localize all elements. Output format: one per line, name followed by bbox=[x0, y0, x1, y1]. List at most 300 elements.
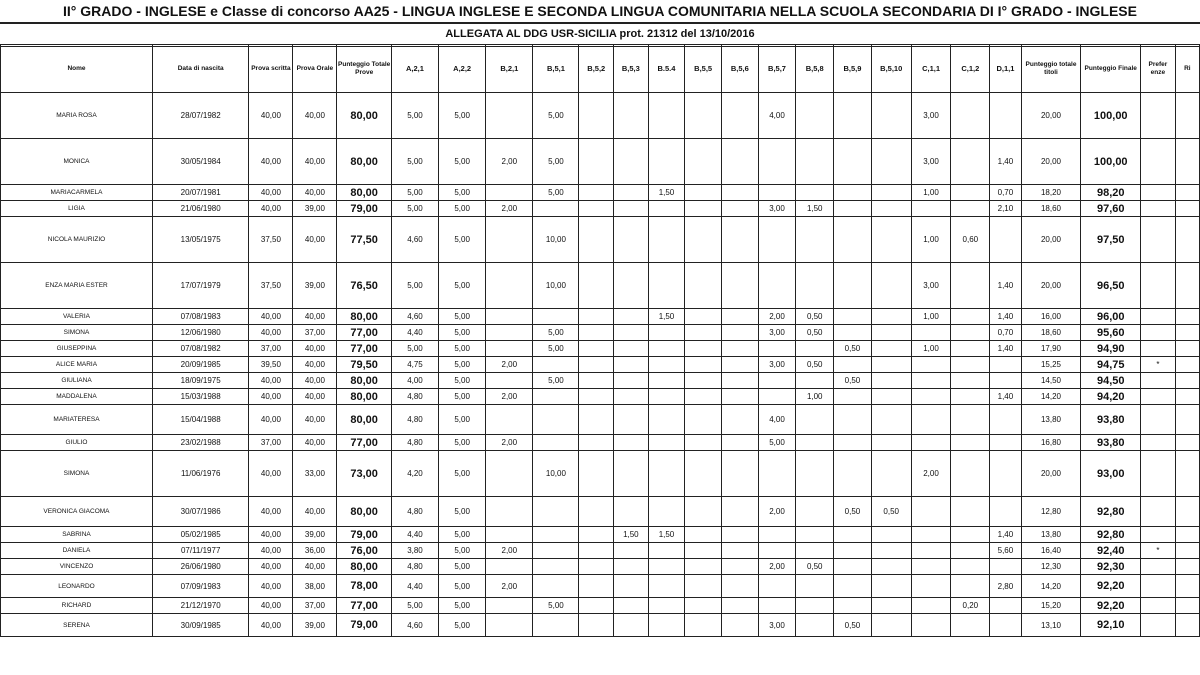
table-cell: 10,00 bbox=[533, 217, 579, 263]
table-cell: 5,00 bbox=[758, 435, 796, 451]
cell-birthdate: 15/04/1988 bbox=[152, 405, 248, 435]
table-cell: 40,00 bbox=[293, 93, 337, 139]
table-cell bbox=[758, 527, 796, 543]
table-cell bbox=[533, 405, 579, 435]
table-cell: 0,50 bbox=[834, 497, 872, 527]
table-cell: 5,00 bbox=[439, 614, 486, 637]
table-cell: 37,00 bbox=[249, 341, 293, 357]
table-cell bbox=[1175, 598, 1199, 614]
table-cell: 16,80 bbox=[1021, 435, 1081, 451]
table-cell bbox=[758, 451, 796, 497]
table-cell bbox=[721, 93, 758, 139]
table-cell bbox=[648, 435, 685, 451]
cell-name: VERONICA GIACOMA bbox=[1, 497, 153, 527]
table-cell bbox=[1141, 405, 1176, 435]
table-cell: 97,60 bbox=[1081, 201, 1141, 217]
table-cell bbox=[579, 543, 614, 559]
table-cell: 5,00 bbox=[533, 325, 579, 341]
table-cell bbox=[871, 263, 911, 309]
table-cell: 14,20 bbox=[1021, 389, 1081, 405]
table-cell bbox=[721, 325, 758, 341]
table-cell bbox=[951, 559, 990, 575]
table-cell: 5,00 bbox=[533, 341, 579, 357]
table-cell: 79,50 bbox=[337, 357, 391, 373]
table-cell bbox=[533, 527, 579, 543]
table-cell bbox=[796, 598, 834, 614]
table-cell bbox=[871, 139, 911, 185]
table-cell bbox=[685, 201, 722, 217]
table-cell bbox=[834, 263, 872, 309]
cell-name: SIMONA bbox=[1, 325, 153, 341]
table-cell bbox=[951, 201, 990, 217]
table-cell bbox=[614, 389, 649, 405]
table-cell bbox=[721, 201, 758, 217]
col-header: Prefer enze bbox=[1141, 45, 1176, 93]
table-cell bbox=[990, 435, 1021, 451]
table-cell bbox=[614, 559, 649, 575]
table-cell bbox=[648, 201, 685, 217]
table-cell bbox=[579, 325, 614, 341]
table-cell bbox=[1175, 373, 1199, 389]
cell-name: RICHARD bbox=[1, 598, 153, 614]
table-cell bbox=[951, 373, 990, 389]
table-cell bbox=[990, 217, 1021, 263]
table-cell: * bbox=[1141, 543, 1176, 559]
cell-name: MARIA ROSA bbox=[1, 93, 153, 139]
table-row bbox=[1, 543, 1200, 559]
table-cell bbox=[990, 93, 1021, 139]
table-cell: 0,50 bbox=[871, 497, 911, 527]
table-cell: 40,00 bbox=[293, 497, 337, 527]
table-cell: 20,00 bbox=[1021, 263, 1081, 309]
table-cell bbox=[796, 575, 834, 598]
table-cell: 2,00 bbox=[486, 139, 533, 185]
table-cell bbox=[579, 559, 614, 575]
table-cell: 5,00 bbox=[391, 341, 438, 357]
table-cell bbox=[685, 373, 722, 389]
table-cell bbox=[1175, 185, 1199, 201]
table-cell: 20,00 bbox=[1021, 217, 1081, 263]
table-cell bbox=[1141, 559, 1176, 575]
table-cell: 10,00 bbox=[533, 451, 579, 497]
table-row bbox=[1, 185, 1200, 201]
cell-birthdate: 28/07/1982 bbox=[152, 93, 248, 139]
table-cell bbox=[1175, 263, 1199, 309]
table-cell: 5,00 bbox=[439, 575, 486, 598]
table-cell: 0,50 bbox=[834, 341, 872, 357]
table-cell: 0,50 bbox=[796, 559, 834, 575]
table-cell bbox=[721, 405, 758, 435]
table-cell bbox=[834, 389, 872, 405]
table-cell bbox=[911, 497, 951, 527]
table-cell bbox=[721, 543, 758, 559]
ranking-table bbox=[0, 44, 1200, 637]
table-cell: 80,00 bbox=[337, 373, 391, 389]
col-header: Punteggio totale titoli bbox=[1021, 45, 1081, 93]
table-cell bbox=[834, 451, 872, 497]
table-cell bbox=[990, 357, 1021, 373]
table-cell bbox=[834, 217, 872, 263]
table-row bbox=[1, 527, 1200, 543]
table-cell bbox=[648, 543, 685, 559]
table-cell bbox=[721, 185, 758, 201]
table-cell: 1,40 bbox=[990, 389, 1021, 405]
table-cell bbox=[721, 614, 758, 637]
table-cell: 0,70 bbox=[990, 185, 1021, 201]
table-cell bbox=[721, 217, 758, 263]
table-cell: 40,00 bbox=[249, 373, 293, 389]
table-cell: 1,50 bbox=[796, 201, 834, 217]
table-cell: 40,00 bbox=[249, 543, 293, 559]
table-cell bbox=[685, 139, 722, 185]
table-cell: 1,00 bbox=[911, 341, 951, 357]
table-cell: 92,20 bbox=[1081, 575, 1141, 598]
table-cell bbox=[834, 527, 872, 543]
table-cell bbox=[871, 543, 911, 559]
table-cell bbox=[1175, 139, 1199, 185]
table-cell bbox=[579, 201, 614, 217]
table-cell bbox=[685, 185, 722, 201]
table-cell bbox=[579, 451, 614, 497]
table-cell: 40,00 bbox=[249, 598, 293, 614]
table-cell: 5,00 bbox=[391, 93, 438, 139]
table-cell bbox=[721, 598, 758, 614]
table-cell: 40,00 bbox=[249, 185, 293, 201]
table-cell bbox=[796, 543, 834, 559]
cell-birthdate: 21/06/1980 bbox=[152, 201, 248, 217]
table-cell: 1,50 bbox=[648, 309, 685, 325]
table-cell: 40,00 bbox=[293, 341, 337, 357]
table-cell: 14,50 bbox=[1021, 373, 1081, 389]
table-cell: 94,50 bbox=[1081, 373, 1141, 389]
table-cell: 5,00 bbox=[533, 139, 579, 185]
table-cell: 16,00 bbox=[1021, 309, 1081, 325]
table-cell bbox=[685, 341, 722, 357]
col-header: B,5,9 bbox=[834, 45, 872, 93]
table-cell: 100,00 bbox=[1081, 139, 1141, 185]
table-cell bbox=[990, 497, 1021, 527]
table-cell: 5,00 bbox=[439, 559, 486, 575]
col-header: Data di nascita bbox=[152, 45, 248, 93]
table-cell: 4,75 bbox=[391, 357, 438, 373]
table-cell bbox=[648, 373, 685, 389]
table-cell bbox=[614, 357, 649, 373]
table-cell bbox=[951, 575, 990, 598]
table-cell bbox=[871, 598, 911, 614]
table-cell: 77,50 bbox=[337, 217, 391, 263]
table-cell: 0,60 bbox=[951, 217, 990, 263]
table-cell bbox=[834, 325, 872, 341]
table-cell bbox=[1141, 497, 1176, 527]
table-cell bbox=[834, 405, 872, 435]
table-cell: 37,00 bbox=[293, 325, 337, 341]
col-header: B,5,10 bbox=[871, 45, 911, 93]
table-cell: 80,00 bbox=[337, 389, 391, 405]
table-cell: 40,00 bbox=[249, 201, 293, 217]
table-cell: 4,00 bbox=[758, 93, 796, 139]
table-cell bbox=[834, 598, 872, 614]
table-cell: 100,00 bbox=[1081, 93, 1141, 139]
table-cell bbox=[614, 201, 649, 217]
table-row bbox=[1, 373, 1200, 389]
table-cell: 4,20 bbox=[391, 451, 438, 497]
table-cell bbox=[871, 309, 911, 325]
table-cell: 2,00 bbox=[758, 559, 796, 575]
table-cell bbox=[486, 614, 533, 637]
table-cell bbox=[834, 575, 872, 598]
table-cell: 1,50 bbox=[648, 527, 685, 543]
table-cell: 93,80 bbox=[1081, 405, 1141, 435]
table-cell bbox=[796, 341, 834, 357]
table-cell bbox=[834, 559, 872, 575]
table-cell bbox=[721, 451, 758, 497]
table-cell bbox=[486, 263, 533, 309]
cell-name: DANIELA bbox=[1, 543, 153, 559]
table-cell: 3,00 bbox=[911, 263, 951, 309]
table-cell bbox=[486, 451, 533, 497]
table-cell: 77,00 bbox=[337, 598, 391, 614]
cell-birthdate: 17/07/1979 bbox=[152, 263, 248, 309]
table-cell bbox=[758, 373, 796, 389]
table-cell bbox=[911, 325, 951, 341]
table-cell bbox=[721, 575, 758, 598]
cell-birthdate: 07/08/1983 bbox=[152, 309, 248, 325]
table-cell bbox=[614, 325, 649, 341]
table-cell bbox=[1141, 309, 1176, 325]
table-cell bbox=[758, 263, 796, 309]
table-cell bbox=[951, 497, 990, 527]
table-cell bbox=[758, 543, 796, 559]
table-cell: 1,50 bbox=[614, 527, 649, 543]
col-header: B,2,1 bbox=[486, 45, 533, 93]
table-row bbox=[1, 341, 1200, 357]
table-cell: 5,60 bbox=[990, 543, 1021, 559]
table-cell bbox=[648, 598, 685, 614]
table-cell bbox=[685, 263, 722, 309]
table-cell bbox=[758, 598, 796, 614]
cell-birthdate: 30/05/1984 bbox=[152, 139, 248, 185]
cell-name: GIUSEPPINA bbox=[1, 341, 153, 357]
table-cell bbox=[579, 217, 614, 263]
cell-name: SERENA bbox=[1, 614, 153, 637]
table-cell bbox=[1141, 263, 1176, 309]
table-cell bbox=[951, 405, 990, 435]
col-header: A,2,2 bbox=[439, 45, 486, 93]
table-cell bbox=[579, 309, 614, 325]
table-cell bbox=[721, 435, 758, 451]
table-cell bbox=[1141, 389, 1176, 405]
table-cell bbox=[685, 357, 722, 373]
table-cell bbox=[871, 93, 911, 139]
col-header: Punteggio Totale Prove bbox=[337, 45, 391, 93]
table-row bbox=[1, 559, 1200, 575]
table-cell bbox=[721, 263, 758, 309]
table-cell bbox=[648, 341, 685, 357]
table-cell: 4,60 bbox=[391, 309, 438, 325]
table-cell bbox=[614, 139, 649, 185]
table-cell: 1,00 bbox=[911, 217, 951, 263]
table-cell: 77,00 bbox=[337, 341, 391, 357]
table-cell bbox=[796, 139, 834, 185]
table-cell bbox=[648, 139, 685, 185]
table-cell bbox=[796, 263, 834, 309]
table-cell bbox=[486, 217, 533, 263]
table-cell bbox=[834, 201, 872, 217]
table-row bbox=[1, 357, 1200, 373]
table-cell: 12,80 bbox=[1021, 497, 1081, 527]
table-cell bbox=[1175, 559, 1199, 575]
cell-name: LIGIA bbox=[1, 201, 153, 217]
table-cell: 0,70 bbox=[990, 325, 1021, 341]
table-cell: 5,00 bbox=[533, 93, 579, 139]
table-cell: 5,00 bbox=[439, 263, 486, 309]
table-cell: 5,00 bbox=[439, 341, 486, 357]
table-cell: 92,20 bbox=[1081, 598, 1141, 614]
table-cell bbox=[1141, 435, 1176, 451]
table-cell bbox=[871, 357, 911, 373]
table-cell bbox=[758, 389, 796, 405]
table-cell bbox=[871, 435, 911, 451]
cell-birthdate: 13/05/1975 bbox=[152, 217, 248, 263]
table-cell bbox=[951, 139, 990, 185]
col-header: Ri bbox=[1175, 45, 1199, 93]
table-cell bbox=[685, 559, 722, 575]
table-cell bbox=[834, 93, 872, 139]
table-cell bbox=[579, 614, 614, 637]
table-cell bbox=[951, 435, 990, 451]
table-body bbox=[1, 93, 1200, 637]
col-header: Prova scritta bbox=[249, 45, 293, 93]
table-cell: 13,80 bbox=[1021, 527, 1081, 543]
table-cell bbox=[648, 217, 685, 263]
table-row bbox=[1, 201, 1200, 217]
table-cell bbox=[1175, 543, 1199, 559]
table-cell: 40,00 bbox=[249, 139, 293, 185]
table-cell: 40,00 bbox=[249, 93, 293, 139]
table-cell: 2,00 bbox=[911, 451, 951, 497]
cell-birthdate: 15/03/1988 bbox=[152, 389, 248, 405]
table-cell bbox=[579, 598, 614, 614]
table-cell: 5,00 bbox=[533, 598, 579, 614]
table-cell bbox=[685, 405, 722, 435]
table-cell bbox=[648, 497, 685, 527]
table-cell: 40,00 bbox=[249, 559, 293, 575]
table-cell: 78,00 bbox=[337, 575, 391, 598]
cell-birthdate: 07/08/1982 bbox=[152, 341, 248, 357]
cell-name: MONICA bbox=[1, 139, 153, 185]
table-cell: 5,00 bbox=[439, 435, 486, 451]
table-cell bbox=[579, 139, 614, 185]
table-cell: 80,00 bbox=[337, 139, 391, 185]
table-cell bbox=[871, 373, 911, 389]
table-cell: 13,80 bbox=[1021, 405, 1081, 435]
table-cell bbox=[579, 185, 614, 201]
table-cell bbox=[796, 185, 834, 201]
table-cell bbox=[758, 139, 796, 185]
table-cell bbox=[579, 389, 614, 405]
table-cell bbox=[1141, 217, 1176, 263]
table-cell bbox=[951, 185, 990, 201]
table-cell bbox=[614, 341, 649, 357]
table-cell bbox=[1141, 185, 1176, 201]
table-cell: 10,00 bbox=[533, 263, 579, 309]
table-cell bbox=[1141, 93, 1176, 139]
table-cell: 5,00 bbox=[439, 185, 486, 201]
col-header: B,5,3 bbox=[614, 45, 649, 93]
table-cell: 76,00 bbox=[337, 543, 391, 559]
cell-birthdate: 26/06/1980 bbox=[152, 559, 248, 575]
table-cell bbox=[871, 405, 911, 435]
table-cell bbox=[685, 451, 722, 497]
table-cell: 1,00 bbox=[796, 389, 834, 405]
table-cell: 2,00 bbox=[758, 497, 796, 527]
table-cell bbox=[685, 309, 722, 325]
table-row bbox=[1, 325, 1200, 341]
table-cell: 3,00 bbox=[911, 93, 951, 139]
table-cell bbox=[648, 389, 685, 405]
table-cell bbox=[579, 575, 614, 598]
table-cell bbox=[721, 527, 758, 543]
table-cell: 40,00 bbox=[249, 451, 293, 497]
table-cell bbox=[951, 357, 990, 373]
table-cell: 5,00 bbox=[439, 217, 486, 263]
table-cell: 5,00 bbox=[439, 357, 486, 373]
table-cell bbox=[721, 497, 758, 527]
table-cell bbox=[796, 373, 834, 389]
table-cell: 3,00 bbox=[758, 357, 796, 373]
table-cell bbox=[1175, 575, 1199, 598]
table-cell bbox=[486, 309, 533, 325]
table-cell bbox=[911, 405, 951, 435]
table-cell bbox=[614, 451, 649, 497]
table-cell: 2,00 bbox=[486, 435, 533, 451]
table-cell bbox=[871, 217, 911, 263]
table-cell bbox=[796, 93, 834, 139]
table-cell: 36,00 bbox=[293, 543, 337, 559]
table-cell bbox=[721, 357, 758, 373]
table-cell bbox=[648, 575, 685, 598]
table-cell: 39,00 bbox=[293, 614, 337, 637]
table-cell: 0,20 bbox=[951, 598, 990, 614]
cell-name: GIULIO bbox=[1, 435, 153, 451]
table-cell: 40,00 bbox=[293, 357, 337, 373]
table-cell bbox=[951, 543, 990, 559]
table-cell bbox=[1175, 451, 1199, 497]
cell-name: ENZA MARIA ESTER bbox=[1, 263, 153, 309]
table-cell bbox=[533, 614, 579, 637]
table-cell: 0,50 bbox=[834, 373, 872, 389]
table-cell: 5,00 bbox=[439, 139, 486, 185]
table-cell bbox=[579, 93, 614, 139]
table-cell: 0,50 bbox=[796, 357, 834, 373]
table-cell bbox=[758, 341, 796, 357]
table-cell bbox=[721, 341, 758, 357]
table-cell bbox=[648, 405, 685, 435]
table-cell: 92,40 bbox=[1081, 543, 1141, 559]
table-cell bbox=[871, 527, 911, 543]
table-cell bbox=[1141, 575, 1176, 598]
table-cell bbox=[533, 389, 579, 405]
table-cell bbox=[486, 93, 533, 139]
table-cell bbox=[614, 405, 649, 435]
table-cell: 4,40 bbox=[391, 575, 438, 598]
table-cell bbox=[1141, 201, 1176, 217]
table-cell: 37,50 bbox=[249, 263, 293, 309]
cell-name: SABRINA bbox=[1, 527, 153, 543]
table-row bbox=[1, 497, 1200, 527]
table-cell: 33,00 bbox=[293, 451, 337, 497]
table-cell: 40,00 bbox=[249, 405, 293, 435]
